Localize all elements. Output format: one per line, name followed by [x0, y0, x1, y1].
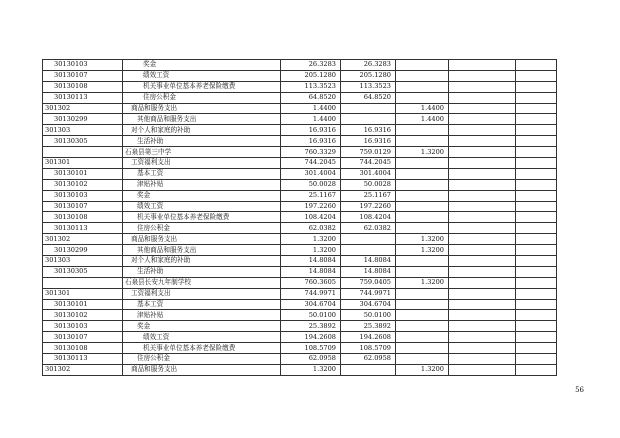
cell-empty: [516, 223, 557, 234]
cell-empty: [449, 256, 516, 267]
cell-code: 30130107: [43, 201, 123, 212]
table-row: [43, 201, 557, 212]
cell-name: 商品和服务支出: [123, 364, 281, 375]
cell-project: [396, 256, 449, 267]
table-row: [43, 310, 557, 321]
budget-table: [42, 59, 557, 376]
cell-empty: [516, 81, 557, 92]
cell-total: 50.0100: [281, 310, 341, 321]
cell-empty: [516, 60, 557, 71]
cell-code: 30130108: [43, 81, 123, 92]
cell-empty: [449, 81, 516, 92]
cell-name: 奖金: [123, 321, 281, 332]
cell-empty: [516, 190, 557, 201]
cell-name: 津贴补贴: [123, 179, 281, 190]
table-row: [43, 234, 557, 245]
cell-code: 30130107: [43, 70, 123, 81]
table-row: [43, 321, 557, 332]
cell-empty: [516, 136, 557, 147]
cell-code: 30130103: [43, 321, 123, 332]
cell-empty: [449, 288, 516, 299]
cell-project: [396, 343, 449, 354]
cell-total: 14.8084: [281, 256, 341, 267]
cell-name: 生活补助: [123, 266, 281, 277]
cell-basic: 14.8084: [341, 266, 396, 277]
cell-project: [396, 81, 449, 92]
cell-basic: 197.2260: [341, 201, 396, 212]
cell-name: 对个人和家庭的补助: [123, 256, 281, 267]
table-row: [43, 266, 557, 277]
cell-total: 760.3605: [281, 277, 341, 288]
cell-empty: [449, 299, 516, 310]
cell-empty: [449, 168, 516, 179]
cell-empty: [516, 288, 557, 299]
cell-project: [396, 321, 449, 332]
cell-empty: [449, 245, 516, 256]
cell-code: 30130103: [43, 190, 123, 201]
cell-name: 机关事业单位基本养老保险缴费: [123, 81, 281, 92]
cell-empty: [516, 234, 557, 245]
cell-empty: [449, 147, 516, 158]
cell-project: [396, 136, 449, 147]
cell-empty: [516, 266, 557, 277]
cell-empty: [449, 92, 516, 103]
cell-name: 基本工资: [123, 168, 281, 179]
cell-empty: [516, 277, 557, 288]
cell-project: [396, 168, 449, 179]
cell-basic: 64.8520: [341, 92, 396, 103]
cell-name: 住房公积金: [123, 92, 281, 103]
cell-empty: [516, 179, 557, 190]
cell-empty: [449, 354, 516, 365]
cell-basic: [341, 103, 396, 114]
table-row: [43, 136, 557, 147]
table-row: [43, 103, 557, 114]
cell-project: [396, 266, 449, 277]
cell-total: 194.2608: [281, 332, 341, 343]
cell-empty: [449, 332, 516, 343]
cell-code: 301303: [43, 125, 123, 136]
cell-empty: [516, 70, 557, 81]
cell-basic: 113.3523: [341, 81, 396, 92]
cell-code: [43, 147, 123, 158]
cell-project: [396, 125, 449, 136]
cell-empty: [449, 277, 516, 288]
cell-total: 62.0382: [281, 223, 341, 234]
cell-total: 744.2045: [281, 158, 341, 169]
cell-code: 30130299: [43, 114, 123, 125]
cell-project: 1.4400: [396, 114, 449, 125]
cell-total: 25.1167: [281, 190, 341, 201]
cell-name: 津贴补贴: [123, 310, 281, 321]
cell-project: [396, 201, 449, 212]
cell-total: 62.0958: [281, 354, 341, 365]
cell-code: 30130113: [43, 92, 123, 103]
table-row: [43, 147, 557, 158]
table-row: [43, 179, 557, 190]
cell-basic: 62.0382: [341, 223, 396, 234]
table-row: [43, 212, 557, 223]
cell-code: 301301: [43, 158, 123, 169]
cell-empty: [449, 223, 516, 234]
cell-name: 石泉县长安九年制学校: [123, 277, 281, 288]
cell-name: 绩效工资: [123, 332, 281, 343]
cell-total: 1.3200: [281, 245, 341, 256]
cell-empty: [449, 212, 516, 223]
cell-empty: [449, 364, 516, 375]
cell-project: [396, 212, 449, 223]
cell-project: [396, 158, 449, 169]
cell-basic: 108.5709: [341, 343, 396, 354]
cell-project: 1.3200: [396, 364, 449, 375]
cell-total: 16.9316: [281, 125, 341, 136]
cell-total: 108.4204: [281, 212, 341, 223]
cell-total: 64.8520: [281, 92, 341, 103]
cell-code: [43, 277, 123, 288]
cell-name: 奖金: [123, 190, 281, 201]
cell-total: 205.1280: [281, 70, 341, 81]
cell-project: 1.3200: [396, 245, 449, 256]
cell-project: 1.3200: [396, 147, 449, 158]
table-row: [43, 364, 557, 375]
cell-empty: [449, 114, 516, 125]
cell-empty: [516, 299, 557, 310]
table-row: [43, 168, 557, 179]
cell-basic: 14.8084: [341, 256, 396, 267]
cell-project: [396, 288, 449, 299]
cell-empty: [516, 310, 557, 321]
cell-project: 1.3200: [396, 277, 449, 288]
cell-project: 1.3200: [396, 234, 449, 245]
cell-basic: 205.1280: [341, 70, 396, 81]
cell-project: [396, 310, 449, 321]
cell-basic: 50.0028: [341, 179, 396, 190]
cell-project: 1.4400: [396, 103, 449, 114]
cell-empty: [449, 125, 516, 136]
cell-empty: [516, 364, 557, 375]
cell-empty: [516, 158, 557, 169]
cell-total: 14.8084: [281, 266, 341, 277]
cell-name: 奖金: [123, 60, 281, 71]
cell-empty: [516, 245, 557, 256]
cell-name: 工资福利支出: [123, 288, 281, 299]
cell-empty: [449, 70, 516, 81]
cell-project: [396, 354, 449, 365]
cell-name: 基本工资: [123, 299, 281, 310]
cell-empty: [516, 343, 557, 354]
cell-empty: [516, 103, 557, 114]
cell-name: 机关事业单位基本养老保险缴费: [123, 343, 281, 354]
table-row: [43, 299, 557, 310]
cell-code: 30130102: [43, 179, 123, 190]
cell-total: 744.9971: [281, 288, 341, 299]
cell-empty: [449, 190, 516, 201]
page-number: 56: [575, 386, 584, 394]
table-row: [43, 343, 557, 354]
budget-table-body: [43, 60, 557, 376]
cell-code: 30130113: [43, 223, 123, 234]
cell-basic: [341, 364, 396, 375]
cell-code: 301302: [43, 364, 123, 375]
cell-total: 1.3200: [281, 364, 341, 375]
cell-basic: 759.0129: [341, 147, 396, 158]
cell-basic: 759.0405: [341, 277, 396, 288]
cell-empty: [449, 343, 516, 354]
cell-total: 108.5709: [281, 343, 341, 354]
cell-empty: [516, 114, 557, 125]
cell-empty: [449, 60, 516, 71]
cell-basic: 16.9316: [341, 125, 396, 136]
cell-empty: [449, 321, 516, 332]
cell-name: 住房公积金: [123, 354, 281, 365]
cell-code: 30130101: [43, 168, 123, 179]
cell-code: 30130305: [43, 266, 123, 277]
cell-name: 住房公积金: [123, 223, 281, 234]
table-row: [43, 332, 557, 343]
table-row: [43, 256, 557, 267]
cell-basic: 304.6704: [341, 299, 396, 310]
table-row: [43, 245, 557, 256]
cell-empty: [449, 234, 516, 245]
cell-basic: 50.0100: [341, 310, 396, 321]
cell-empty: [516, 147, 557, 158]
cell-total: 26.3283: [281, 60, 341, 71]
cell-name: 石泉县第三中学: [123, 147, 281, 158]
cell-name: 其他商品和服务支出: [123, 245, 281, 256]
cell-total: 1.4400: [281, 114, 341, 125]
cell-code: 30130101: [43, 299, 123, 310]
cell-project: [396, 70, 449, 81]
cell-empty: [516, 125, 557, 136]
cell-project: [396, 223, 449, 234]
cell-empty: [449, 179, 516, 190]
cell-name: 机关事业单位基本养老保险缴费: [123, 212, 281, 223]
cell-empty: [516, 201, 557, 212]
cell-basic: 25.3892: [341, 321, 396, 332]
cell-project: [396, 179, 449, 190]
cell-basic: [341, 245, 396, 256]
table-row: [43, 60, 557, 71]
table-row: [43, 223, 557, 234]
cell-empty: [516, 92, 557, 103]
table-row: [43, 92, 557, 103]
cell-empty: [516, 332, 557, 343]
cell-basic: 194.2608: [341, 332, 396, 343]
cell-empty: [449, 266, 516, 277]
cell-basic: 62.0958: [341, 354, 396, 365]
cell-total: 113.3523: [281, 81, 341, 92]
cell-basic: 25.1167: [341, 190, 396, 201]
cell-code: 301303: [43, 256, 123, 267]
cell-total: 197.2260: [281, 201, 341, 212]
cell-project: [396, 299, 449, 310]
cell-basic: 108.4204: [341, 212, 396, 223]
cell-name: 其他商品和服务支出: [123, 114, 281, 125]
cell-code: 30130107: [43, 332, 123, 343]
cell-basic: 744.9971: [341, 288, 396, 299]
cell-total: 25.3892: [281, 321, 341, 332]
cell-name: 商品和服务支出: [123, 103, 281, 114]
cell-code: 30130102: [43, 310, 123, 321]
cell-total: 304.6704: [281, 299, 341, 310]
cell-code: 301301: [43, 288, 123, 299]
cell-basic: 744.2045: [341, 158, 396, 169]
cell-code: 301302: [43, 103, 123, 114]
table-row: [43, 354, 557, 365]
cell-basic: 26.3283: [341, 60, 396, 71]
cell-total: 760.3329: [281, 147, 341, 158]
cell-empty: [516, 321, 557, 332]
cell-empty: [516, 212, 557, 223]
cell-basic: 16.9316: [341, 136, 396, 147]
cell-total: 1.3200: [281, 234, 341, 245]
table-row: [43, 70, 557, 81]
cell-basic: 301.4004: [341, 168, 396, 179]
cell-empty: [449, 310, 516, 321]
cell-name: 工资福利支出: [123, 158, 281, 169]
cell-total: 50.0028: [281, 179, 341, 190]
cell-empty: [449, 136, 516, 147]
cell-code: 30130108: [43, 212, 123, 223]
cell-basic: [341, 114, 396, 125]
cell-project: [396, 190, 449, 201]
table-row: [43, 190, 557, 201]
cell-code: 301302: [43, 234, 123, 245]
cell-empty: [516, 168, 557, 179]
cell-empty: [516, 256, 557, 267]
cell-empty: [449, 103, 516, 114]
cell-name: 对个人和家庭的补助: [123, 125, 281, 136]
cell-empty: [449, 158, 516, 169]
table-row: [43, 114, 557, 125]
cell-project: [396, 60, 449, 71]
cell-empty: [516, 354, 557, 365]
cell-project: [396, 92, 449, 103]
table-row: [43, 125, 557, 136]
cell-name: 绩效工资: [123, 201, 281, 212]
cell-name: 商品和服务支出: [123, 234, 281, 245]
cell-basic: [341, 234, 396, 245]
cell-code: 30130299: [43, 245, 123, 256]
cell-project: [396, 332, 449, 343]
cell-total: 1.4400: [281, 103, 341, 114]
cell-name: 生活补助: [123, 136, 281, 147]
cell-code: 30130113: [43, 354, 123, 365]
cell-code: 30130305: [43, 136, 123, 147]
cell-code: 30130108: [43, 343, 123, 354]
table-row: [43, 158, 557, 169]
table-row: [43, 288, 557, 299]
cell-name: 绩效工资: [123, 70, 281, 81]
cell-code: 30130103: [43, 60, 123, 71]
table-row: [43, 81, 557, 92]
cell-empty: [449, 201, 516, 212]
table-row: [43, 277, 557, 288]
cell-total: 301.4004: [281, 168, 341, 179]
cell-total: 16.9316: [281, 136, 341, 147]
